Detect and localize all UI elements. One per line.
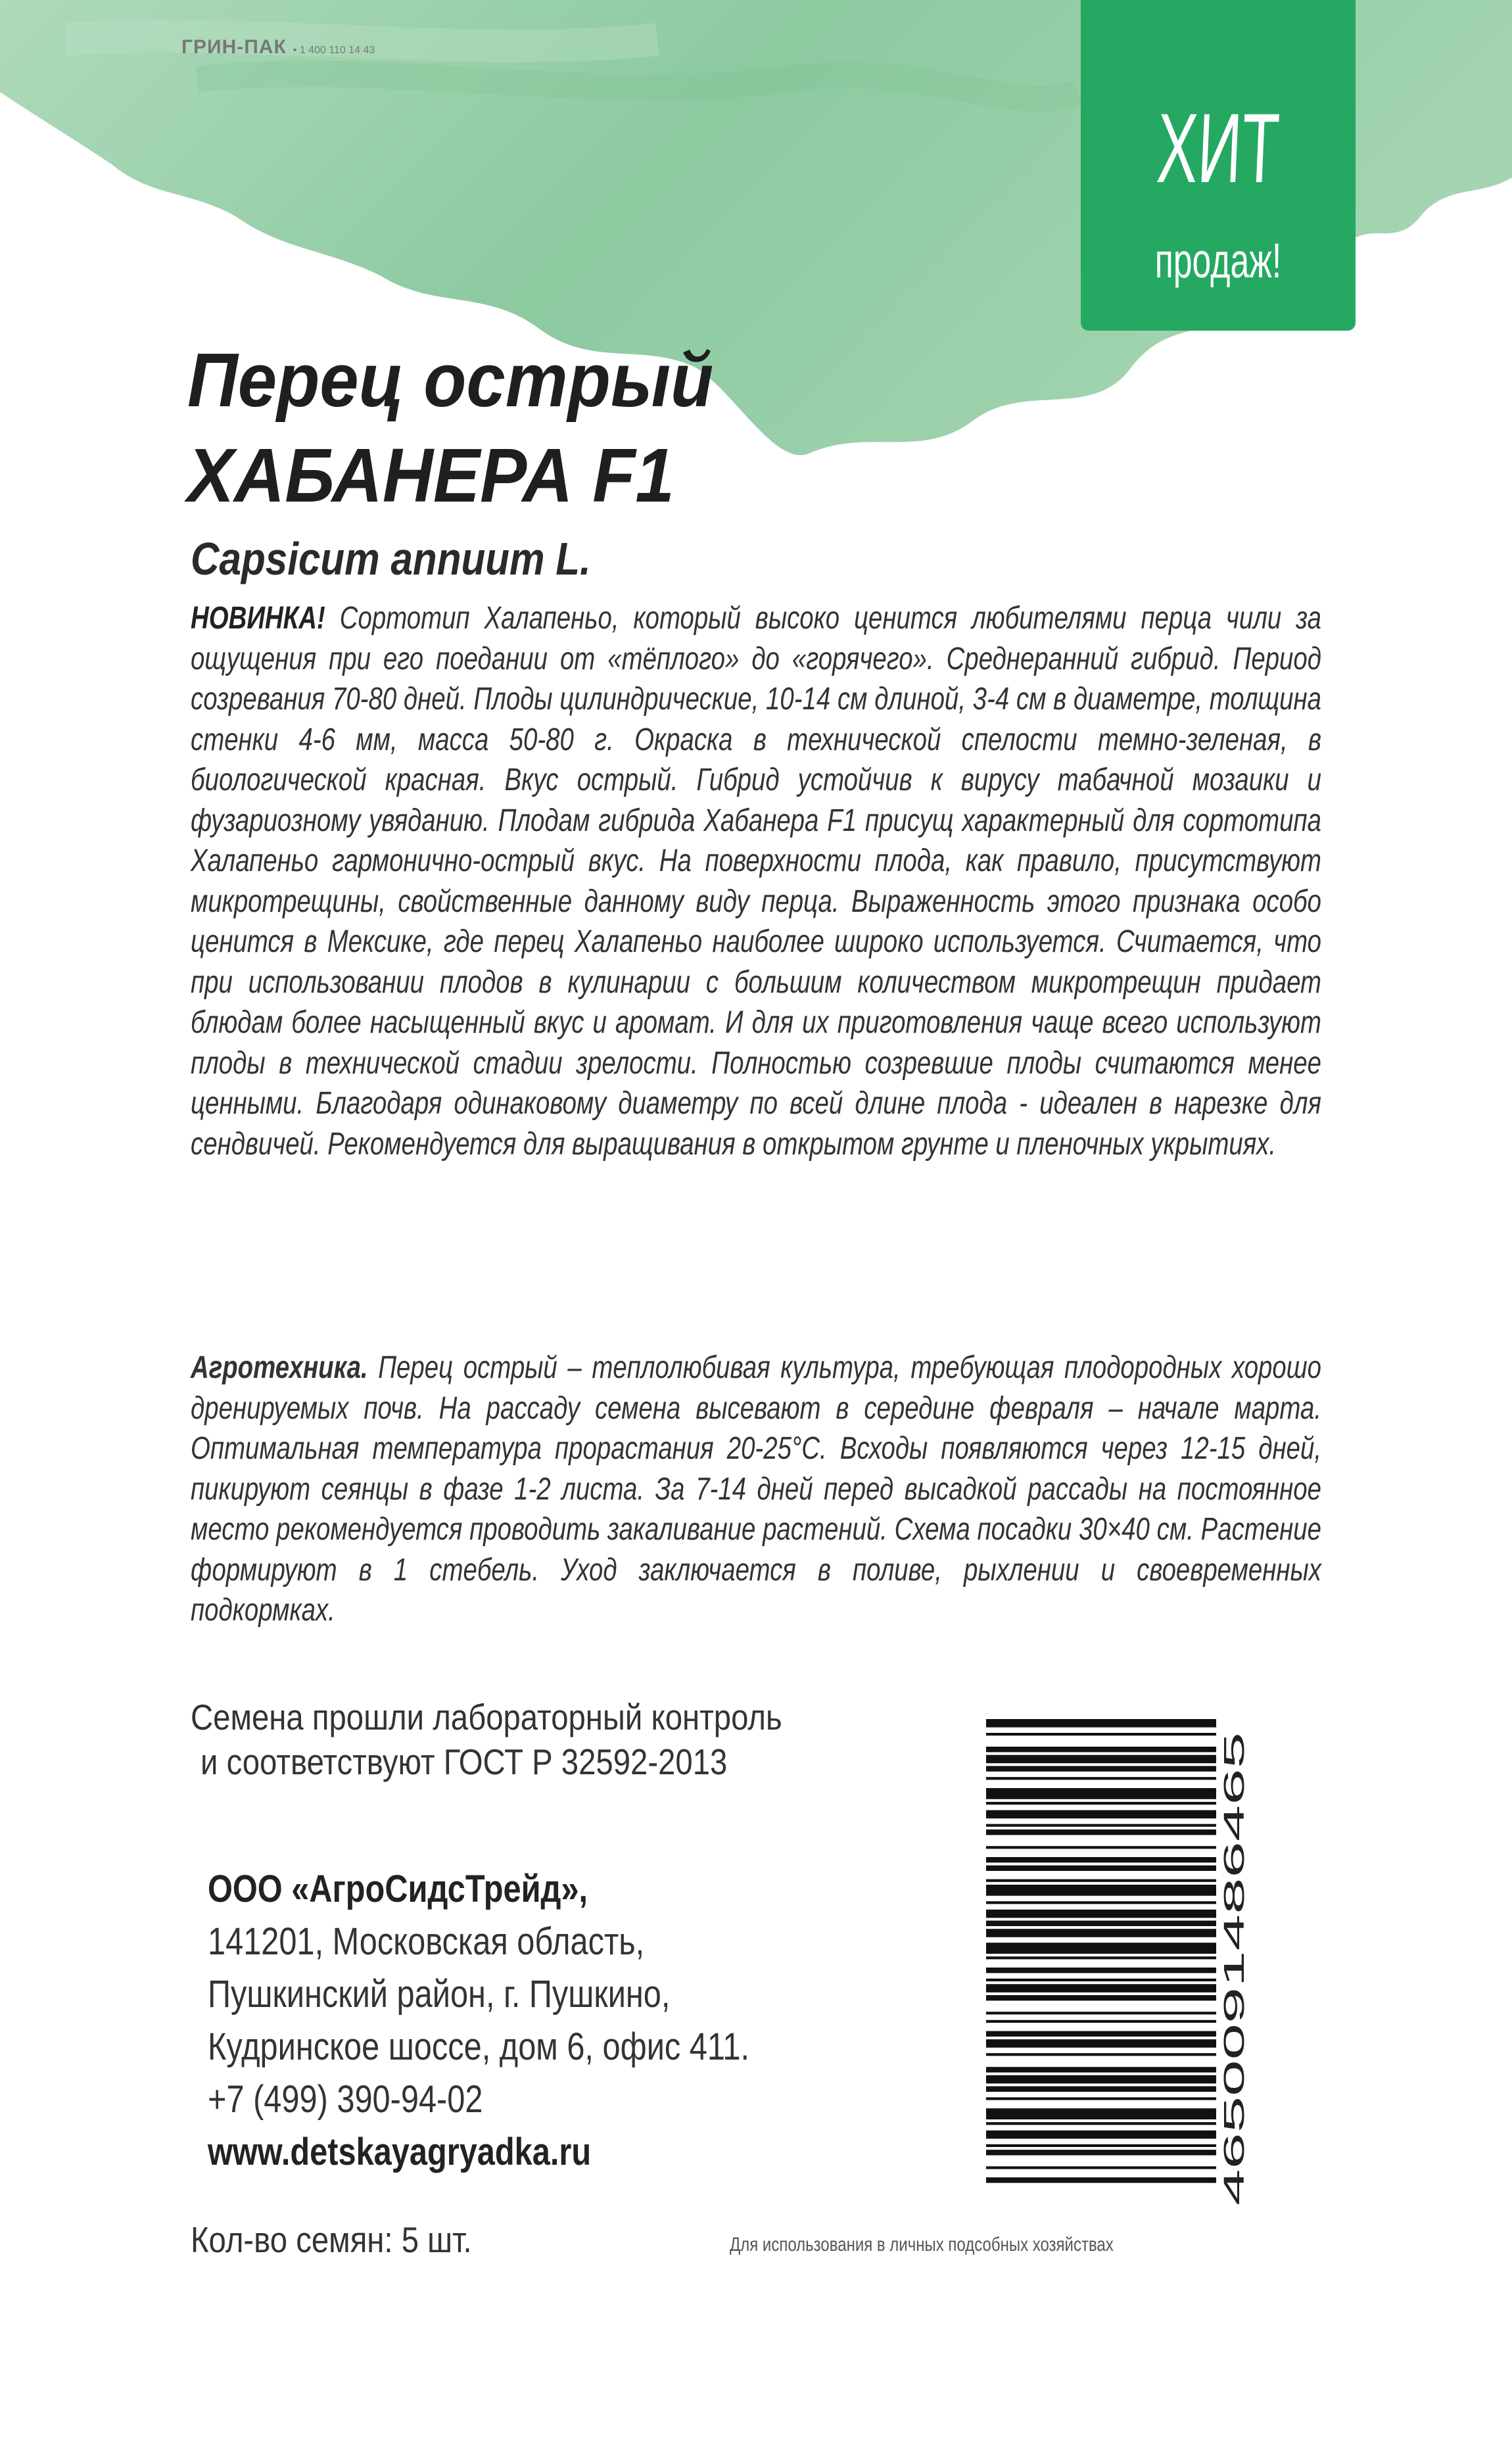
bestseller-badge bbox=[1081, 0, 1356, 331]
usage-note: Для использования в личных подсобных хозяйствах bbox=[730, 2234, 1114, 2255]
barcode-bar bbox=[986, 1879, 1216, 1882]
certification-line2: и соответствуют ГОСТ Р 32592-2013 bbox=[201, 1741, 728, 1782]
agrotech-section bbox=[191, 1348, 1321, 1631]
barcode-bar bbox=[986, 2166, 1216, 2169]
description-lead: НОВИНКА! bbox=[191, 601, 325, 636]
barcode-bars bbox=[986, 1719, 1216, 2183]
company-website: www.detskayagryadka.ru bbox=[208, 2131, 592, 2173]
barcode-bar bbox=[986, 2087, 1216, 2092]
latin-name: Capsicum annuum L. bbox=[191, 533, 591, 584]
barcode-bar bbox=[986, 2039, 1216, 2048]
barcode-bar bbox=[986, 1979, 1216, 1981]
barcode-bar bbox=[986, 1857, 1216, 1862]
barcode bbox=[986, 1719, 1262, 2219]
barcode-bar bbox=[986, 2144, 1216, 2147]
product-title-line2: ХАБАНЕРА F1 bbox=[187, 433, 674, 518]
barcode-bar bbox=[986, 1788, 1216, 1799]
agrotech-lead: Агротехника. bbox=[191, 1350, 368, 1385]
barcode-bar bbox=[986, 1766, 1216, 1771]
barcode-bar bbox=[986, 1777, 1216, 1780]
company-address-line1: 141201, Московская область, bbox=[208, 1920, 645, 1963]
barcode-bar bbox=[986, 1995, 1216, 2000]
barcode-bar bbox=[986, 1885, 1216, 1896]
barcode-bar bbox=[986, 1901, 1216, 1904]
barcode-bar bbox=[986, 2031, 1216, 2037]
barcode-bar bbox=[986, 1968, 1216, 1973]
barcode-bar bbox=[986, 2131, 1216, 2139]
barcode-bar bbox=[986, 1719, 1216, 1728]
barcode-bar bbox=[986, 1802, 1216, 1805]
barcode-bar bbox=[986, 1943, 1216, 1954]
barcode-bar bbox=[986, 1846, 1216, 1849]
badge-line1: ХИТ bbox=[1154, 93, 1282, 203]
barcode-bar bbox=[986, 2108, 1216, 2119]
barcode-bar bbox=[986, 1755, 1216, 1764]
seed-count: Кол-во семян: 5 шт. bbox=[191, 2219, 472, 2260]
company-name: ООО «АгроСидсТрейд», bbox=[208, 1868, 588, 1910]
description-text: Сортотип Халапеньо, который высоко ценится любителями перца чили за ощущения при его поедании от «тёплого» до «горячего». Среднеранний гибрид. Период созревания 70-80 дней. Плоды цилиндрические, 10-14 см длиной, 3-4 см в диаметре, толщина стенки 4-6 мм, масса 50-80 г. Окраска в технической спелости темно-зеленая, в биологической красная. Вкус острый. Гибрид устойчив к вирусу табачной мозаики и фузариозному увяданию. Плодам гибрида Хабанера F1 присущ характерный для сортотипа Халапеньо гармонично-острый вкус. На поверхности плода, как правило, присутствуют микротрещины, свойственные данному виду перца. Выраженность этого признака особо ценится в Мексике, где перец Халапеньо наиболее широко используется. Считается, что при использовании плодов в кулинарии с большим количеством микротрещин придает блюдам более насыщенный вкус и аромат. И для их приготовления чаще всего используют плоды в технической стадии зрелости. Полностью созревшие плоды считаются менее ценными. Благодаря одинаковому диаметру по всей длине плода - идеален в нарезке для сендвичей. Рекомендуется для выращивания в открытом грунте и пленочных укрытиях. bbox=[191, 601, 1321, 1162]
barcode-bar bbox=[986, 2150, 1216, 2155]
barcode-bar bbox=[986, 2067, 1216, 2072]
barcode-bar bbox=[986, 1747, 1216, 1752]
barcode-bar bbox=[986, 2053, 1216, 2056]
product-title-line1: Перец острый bbox=[187, 337, 714, 423]
barcode-bar bbox=[986, 2097, 1216, 2100]
barcode-number: 4650091486465 bbox=[1218, 1996, 1250, 2206]
certification-line1: Семена прошли лабораторный контроль bbox=[191, 1697, 782, 1737]
badge-line2: продаж! bbox=[1154, 233, 1282, 288]
barcode-bar bbox=[986, 2122, 1216, 2125]
barcode-bar bbox=[986, 1921, 1216, 1926]
brand-label: ГРИН-ПАК • 1 400 110 14 43 bbox=[181, 36, 375, 58]
product-description bbox=[191, 598, 1321, 1164]
agrotech-text: Перец острый – теплолюбивая культура, требующая плодородных хорошо дренируемых почв. На рассаду семена высевают в середине февраля – начале марта. Оптимальная температура прорастания 20-25°С. Всходы появляются через 12-15 дней, пикируют сеянцы в фазе 1-2 листа. За 7-14 дней перед высадкой рассады на постоянное место рекомендуется проводить закаливание растений. Схема посадки 30×40 см. Растение формируют в 1 стебель. Уход заключается в поливе, рыхлении и своевременных подкормках. bbox=[191, 1350, 1321, 1628]
barcode-bar bbox=[986, 1810, 1216, 1819]
barcode-bar bbox=[986, 1829, 1216, 1835]
company-address-line3: Кудринское шоссе, дом 6, офис 411. bbox=[208, 2025, 750, 2068]
barcode-bar bbox=[986, 2075, 1216, 2084]
barcode-bar bbox=[986, 1984, 1216, 1993]
barcode-bar bbox=[986, 1824, 1216, 1827]
barcode-bar bbox=[986, 2020, 1216, 2023]
barcode-bar bbox=[986, 1910, 1216, 1918]
barcode-bar bbox=[986, 1956, 1216, 1959]
barcode-bar bbox=[986, 2012, 1216, 2014]
barcode-bar bbox=[986, 1929, 1216, 1937]
company-phone: +7 (499) 390-94-02 bbox=[208, 2078, 483, 2121]
company-address-line2: Пушкинский район, г. Пушкино, bbox=[208, 1973, 671, 2016]
barcode-bar bbox=[986, 2177, 1216, 2183]
barcode-bar bbox=[986, 1866, 1216, 1871]
barcode-bar bbox=[986, 1733, 1216, 1735]
